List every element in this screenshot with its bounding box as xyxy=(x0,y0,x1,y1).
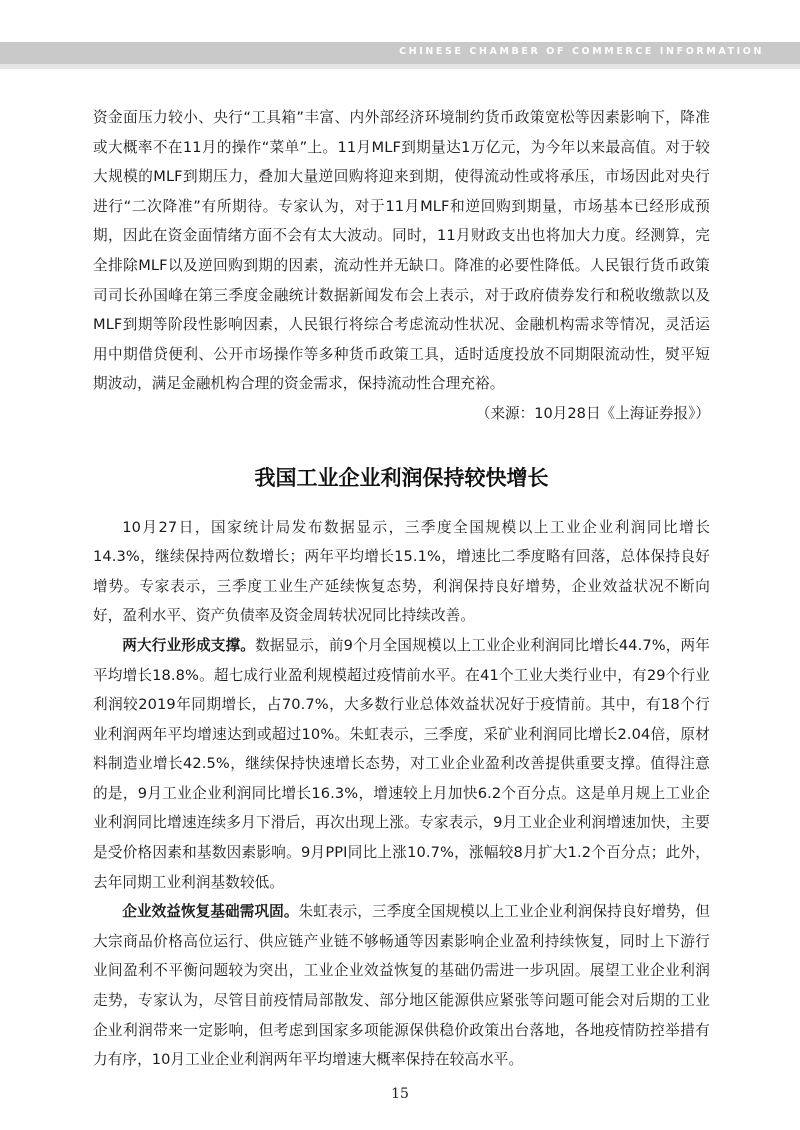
paragraph-2-text: 数据显示，前9个月全国规模以上工业企业利润同比增长44.7%，两年平均增长18.8%。超七成行业盈利规模超过疫情前水平。在41个工业大类行业中，有29个行业利润较2019年同期增长，占70.7%，大多数行业总体效益状况好于疫情前。其中，有18个行业利润两年平均增速达到或超过10%。朱虹表示，三季度，采矿业利润同比增长2.04倍，原材料制造业增长42.5%，继续保持快速增长态势，对工业企业盈利改善提供重要支撑。值得注意的是，9月工业企业利润同比增长16.3%，增速较上月加快6.2个百分点。这是单月规上工业企业利润同比增速连续多月下滑后，再次出现上涨。专家表示，9月工业企业利润增速加快，主要是受价格因素和基数因素影响。9月PPI同比上涨10.7%，涨幅较8月扩大1.2个百分点；此外，去年同期工业利润基数较低。 xyxy=(93,636,710,891)
page-number: 15 xyxy=(391,1086,409,1102)
running-header-title: CHINESE CHAMBER OF COMMERCE INFORMATION xyxy=(399,46,764,57)
article2-paragraph-2 xyxy=(93,631,710,897)
article2-paragraph-1: 10月27日，国家统计局发布数据显示，三季度全国规模以上工业企业利润同比增长14.3%，继续保持两位数增长；两年平均增长15.1%，增速比二季度略有回落，总体保持良好增势。专家表示，三季度工业生产延续恢复态势，利润保持良好增势，企业效益状况不断向好，盈利水平、资产负债率及资金周转状况同比持续改善。 xyxy=(93,518,710,625)
running-header-band xyxy=(0,42,800,64)
article2-title: 我国工业企业利润保持较快增长 xyxy=(254,465,549,490)
page-content xyxy=(93,103,710,1075)
article1-body: 资金面压力较小、央行“工具箱”丰富、内外部经济环境制约货币政策宽松等因素影响下，降准或大概率不在11月的操作“菜单”上。11月MLF到期量达1万亿元，为今年以来最高值。对于较大规模的MLF到期压力，叠加大量逆回购将迎来到期，使得流动性或将承压，市场因此对央行进行“二次降准”有所期待。专家认为，对于11月MLF和逆回购到期量，市场基本已经形成预期，因此在资金面情绪方面不会有太大波动。同时，11月财政支出也将加大力度。经测算，完全排除MLF以及逆回购到期的因素，流动性并无缺口。降准的必要性降低。人民银行货币政策司司长孙国峰在第三季度金融统计数据新闻发布会上表示，对于政府债券发行和税收缴款以及MLF到期等阶段性影响因素，人民银行将综合考虑流动性状况、金融机构需求等情况，灵活运用中期借贷便利、公开市场操作等多种货币政策工具，适时适度投放不同期限流动性，熨平短期波动，满足金融机构合理的资金需求，保持流动性合理充裕。 xyxy=(93,109,710,393)
paragraph-3-text: 朱虹表示，三季度全国规模以上工业企业利润保持良好增势，但大宗商品价格高位运行、供应链产业链不够畅通等因素影响企业盈利持续恢复，同时上下游行业间盈利不平衡问题较为突出，工业企业效益恢复的基础仍需进一步巩固。展望工业企业利润走势，专家认为，尽管目前疫情局部散发、部分地区能源供应紧张等问题可能会对后期的工业企业利润带来一定影响，但考虑到国家多项能源保供稳价政策出台落地，各地疫情防控举措有力有序，10月工业企业利润两年平均增速大概率保持在较高水平。 xyxy=(93,903,710,1069)
article2-paragraph-3 xyxy=(93,897,710,1075)
paragraph-3-lead: 企业效益恢复基础需巩固。 xyxy=(122,903,299,921)
article1-source: （来源：10月28日《上海证券报》） xyxy=(475,404,710,422)
paragraph-2-lead: 两大行业形成支撑。 xyxy=(122,636,256,654)
header-rule xyxy=(0,64,800,69)
